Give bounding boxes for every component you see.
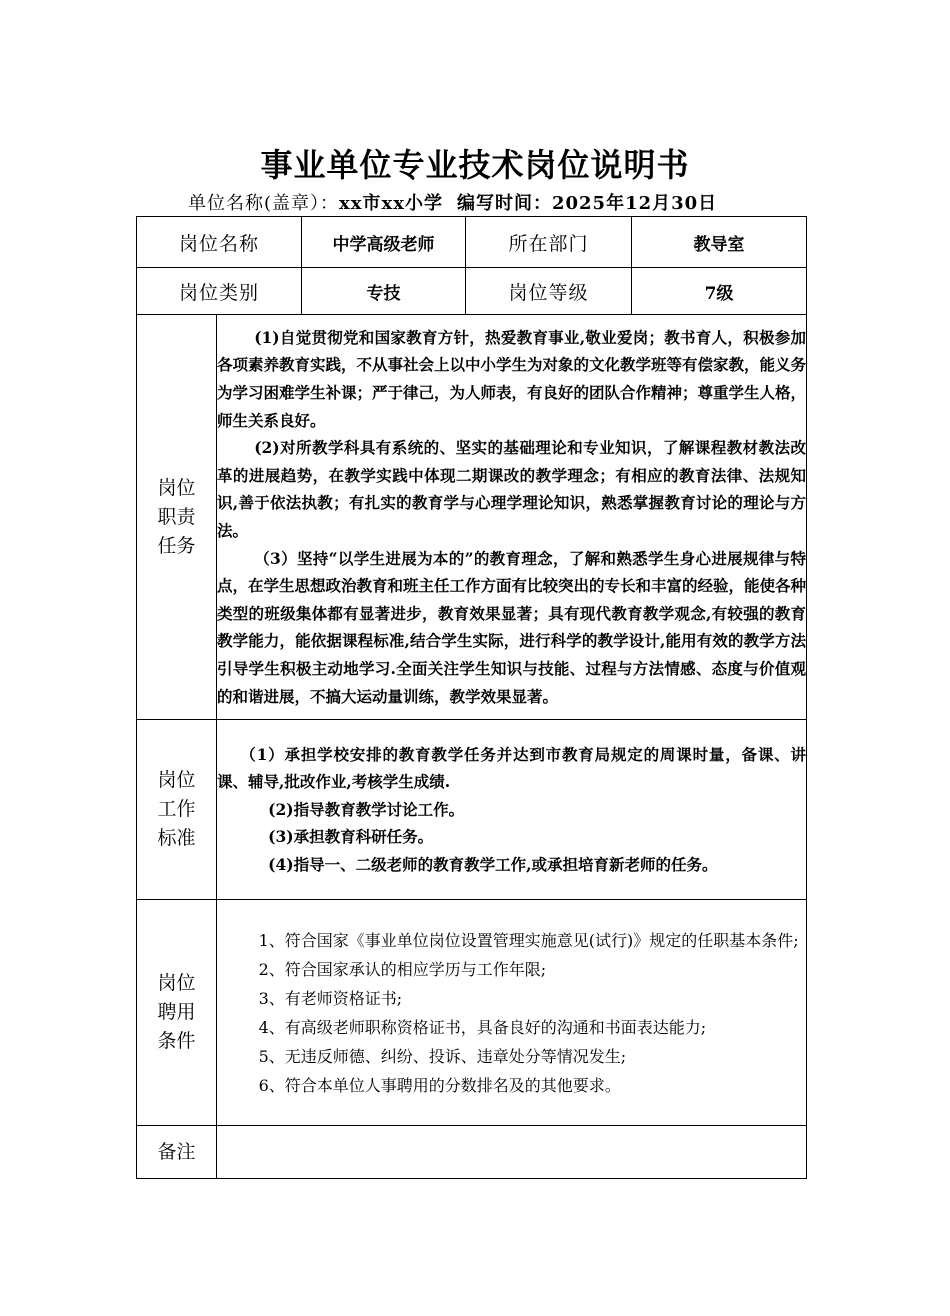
remarks-label: 备注 — [137, 1126, 217, 1179]
category-label: 岗位类别 — [137, 268, 302, 315]
conditions-content — [217, 900, 807, 1126]
table-row-position — [137, 217, 807, 268]
duty-paragraph: （3）坚持“以学生进展为本的”的教育理念，了解和熟悉学生身心进展规律与特点，在学生思想政治教育和班主任工作方面有比较突出的专长和丰富的经验，能使各种类型的班级集体都有显著进步，教育效果显著；具有现代教育教学观念,有较强的教育教学能力，能依据课程标准,结合学生实际，进行科学的教学设计,能用有效的教学方法引导学生积极主动地学习.全面关注学生知识与技能、过程与方法情感、态度与价值观的和谐进展，不搞大运动量训练，教学效果显著。 — [217, 548, 807, 706]
unit-label: 单位名称(盖章）： — [188, 193, 340, 214]
standards-label: 岗位 工作 标准 — [137, 720, 217, 900]
position-name-label: 岗位名称 — [137, 217, 302, 268]
table-row-category — [137, 268, 807, 315]
duties-label: 岗位 职责 任务 — [137, 315, 217, 720]
standard-item: (4)指导一、二级老师的教育教学工作,或承担培育新老师的任务。 — [268, 854, 718, 874]
duty-paragraph: (2)对所教学科具有系统的、坚实的基础理论和专业知识，了解课程教材教法改革的进展趋势，在教学实践中体现二期课改的教学理念；有相应的教育法律、法规知识,善于依法执教；有扎实的教育学与心理学理论知识，熟悉掌握教育讨论的理论与方法。 — [217, 438, 807, 540]
position-name-value: 中学高级老师 — [302, 217, 466, 268]
duties-content — [217, 315, 807, 720]
condition-item: 6、符合本单位人事聘用的分数排名及的其他要求。 — [258, 1075, 621, 1095]
document-subtitle — [188, 189, 717, 215]
standards-content — [217, 720, 807, 900]
document-title: 事业单位专业技术岗位说明书 — [260, 146, 690, 184]
condition-item: 1、符合国家《事业单位岗位设置管理实施意见(试行)》规定的任职基本条件; — [258, 930, 799, 950]
table-row-remarks — [137, 1126, 807, 1179]
duty-paragraph: (1)自觉贯彻党和国家教育方针，热爱教育事业,敬业爱岗；教书育人，积极参加各项素养教育实践，不从事社会上以中小学生为对象的文化教学班等有偿家教，能义务为学习困难学生补课；严于律己，为人师表，有良好的团队合作精神；尊重学生人格，师生关系良好。 — [217, 327, 807, 430]
standard-item: (3)承担教育科研任务。 — [268, 827, 434, 847]
condition-item: 4、有高级老师职称资格证书，具备良好的沟通和书面表达能力; — [258, 1017, 707, 1037]
category-value: 专技 — [302, 268, 466, 315]
date-label: 编写时间： — [456, 193, 552, 214]
department-label: 所在部门 — [466, 217, 632, 268]
unit-value: xx市xx小学 — [339, 193, 443, 214]
table-row-duties — [137, 315, 807, 720]
date-value: 2025年12月30日 — [551, 193, 718, 214]
table-row-conditions — [137, 900, 807, 1126]
condition-item: 3、有老师资格证书; — [258, 988, 403, 1008]
condition-item: 2、符合国家承认的相应学历与工作年限; — [258, 959, 547, 979]
condition-item: 5、无违反师德、纠纷、投诉、违章处分等情况发生; — [258, 1046, 627, 1066]
conditions-label: 岗位 聘用 条件 — [137, 900, 217, 1126]
table-row-standards — [137, 720, 807, 900]
standard-item: （1）承担学校安排的教育教学任务并达到市教育局规定的周课时量，备课、讲课、辅导,批改作业,考核学生成绩. — [217, 744, 807, 792]
level-label: 岗位等级 — [466, 268, 632, 315]
level-value: 7级 — [632, 268, 807, 315]
department-value: 教导室 — [632, 217, 807, 268]
job-description-table — [136, 216, 807, 1179]
standard-item: (2)指导教育教学讨论工作。 — [268, 799, 465, 819]
remarks-value — [217, 1126, 807, 1179]
